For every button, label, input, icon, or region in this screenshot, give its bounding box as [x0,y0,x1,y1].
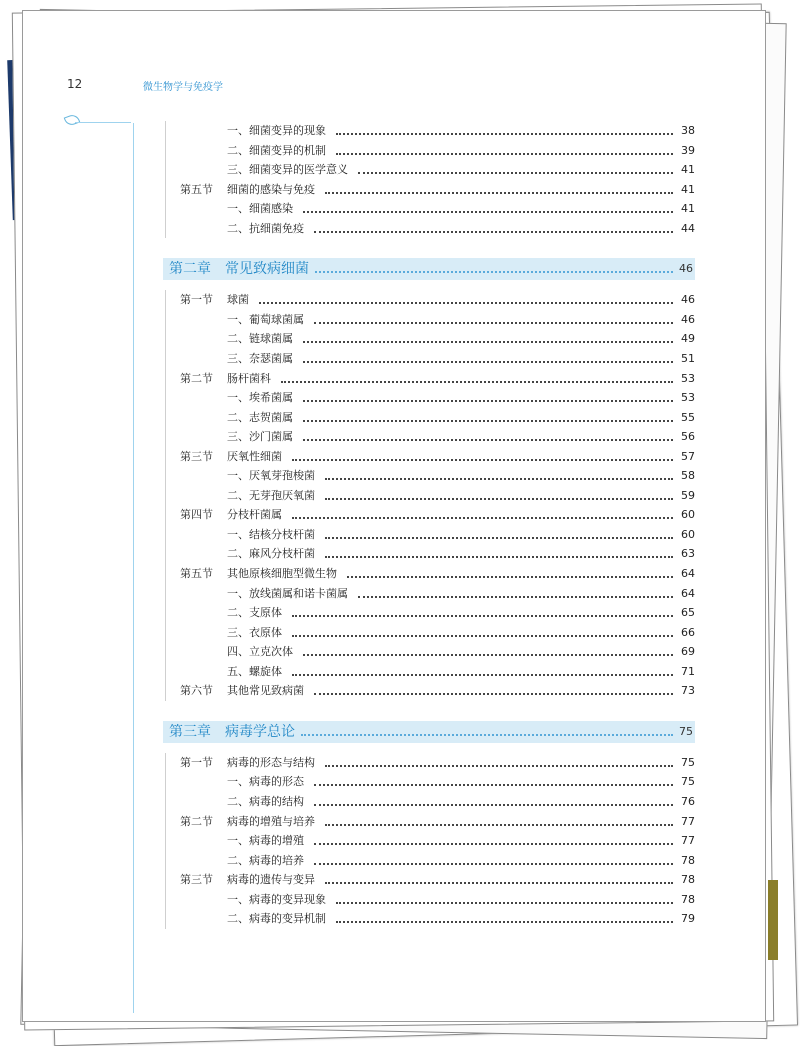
toc-subsection-entry[interactable] [23,910,695,928]
chapter-title: 第三章 病毒学总论 [169,723,295,740]
entry-page-number: 71 [681,664,695,678]
underlying-page-edge-olive [768,880,778,960]
toc-section-entry[interactable] [23,448,695,466]
dot-leader [325,765,673,767]
toc-section-entry[interactable] [23,565,695,583]
toc-section-entry[interactable] [23,370,695,388]
entry-page-number: 65 [681,606,695,620]
dot-leader [303,420,673,422]
entry-page-number: 56 [681,430,695,444]
dot-leader [336,153,673,155]
dot-leader [314,843,673,845]
dot-leader [303,439,673,441]
toc-section-entry[interactable] [23,291,695,309]
entry-title: 一、埃希菌属 [227,391,293,405]
toc-subsection-entry[interactable] [23,891,695,909]
dot-leader [301,734,673,736]
toc-subsection-entry[interactable] [23,350,695,368]
dot-leader [347,576,673,578]
entry-title: 三、衣原体 [227,625,282,639]
dot-leader [292,615,673,617]
section-number: 第三节 [180,873,213,887]
entry-title: 二、支原体 [227,606,282,620]
toc-subsection-entry[interactable] [23,526,695,544]
dot-leader [325,882,673,884]
entry-title: 厌氧性细菌 [227,449,282,463]
entry-title: 一、放线菌属和诺卡菌属 [227,586,348,600]
entry-page-number: 79 [681,912,695,926]
toc-subsection-entry[interactable] [23,389,695,407]
entry-title: 二、链球菌属 [227,332,293,346]
entry-page-number: 78 [681,853,695,867]
toc-section-entry[interactable] [23,506,695,524]
toc-page [22,10,766,1022]
toc-subsection-entry[interactable] [23,852,695,870]
toc-subsection-entry[interactable] [23,773,695,791]
dot-leader [315,271,673,273]
dot-leader [358,172,673,174]
toc-section-entry[interactable] [23,682,695,700]
dot-leader [358,596,673,598]
toc-subsection-entry[interactable] [23,142,695,160]
entry-page-number: 41 [681,163,695,177]
entry-title: 一、厌氧芽孢梭菌 [227,469,315,483]
entry-page-number: 64 [681,567,695,580]
entry-title: 二、志贺菌属 [227,410,293,424]
dot-leader [325,192,673,194]
toc-subsection-entry[interactable] [23,624,695,642]
entry-page-number: 75 [681,775,695,789]
dot-leader [325,824,673,826]
toc-subsection-entry[interactable] [23,545,695,563]
entry-title: 病毒的形态与结构 [227,755,315,769]
entry-title: 二、病毒的培养 [227,853,304,867]
entry-title: 肠杆菌科 [227,371,271,385]
page-number: 12 [67,77,83,91]
entry-title: 三、沙门菌属 [227,430,293,444]
entry-page-number: 53 [681,391,695,405]
dot-leader [325,556,673,558]
section-group-rule [165,753,166,929]
entry-page-number: 41 [681,182,695,196]
dot-leader [336,902,673,904]
entry-page-number: 69 [681,645,695,659]
entry-page-number: 46 [681,293,695,307]
toc-subsection-entry[interactable] [23,409,695,427]
section-group-rule [165,121,166,238]
dot-leader [292,459,673,461]
toc-subsection-entry[interactable] [23,200,695,218]
toc-subsection-entry[interactable] [23,604,695,622]
entry-page-number: 75 [681,755,695,769]
entry-page-number: 44 [681,221,695,235]
dot-leader [292,674,673,676]
entry-page-number: 57 [681,449,695,463]
entry-title: 二、无芽孢厌氧菌 [227,488,315,502]
entry-page-number: 78 [681,892,695,906]
entry-title: 二、麻风分枝杆菌 [227,547,315,561]
section-number: 第二节 [180,371,213,385]
entry-title: 细菌的感染与免疫 [227,182,315,196]
section-number: 第六节 [180,684,213,698]
entry-title: 二、病毒的变异机制 [227,912,326,926]
entry-title: 其他原核细胞型微生物 [227,567,337,580]
entry-title: 球菌 [227,293,249,307]
section-number: 第四节 [180,508,213,522]
entry-page-number: 66 [681,625,695,639]
entry-title: 四、立克次体 [227,645,293,659]
dot-leader [325,498,673,500]
entry-page-number: 53 [681,371,695,385]
entry-title: 三、细菌变异的医学意义 [227,163,348,177]
dot-leader [281,381,673,383]
entry-title: 一、葡萄球菌属 [227,312,304,326]
entry-page-number: 76 [681,794,695,808]
chapter-title: 第二章 常见致病细菌 [169,261,309,278]
toc-subsection-entry[interactable] [23,311,695,329]
entry-page-number: 63 [681,547,695,561]
entry-title: 病毒的增殖与培养 [227,814,315,828]
entry-title: 二、细菌变异的机制 [227,143,326,157]
toc-section-entry[interactable] [23,181,695,199]
toc-section-entry[interactable] [23,754,695,772]
section-group-rule [165,290,166,701]
entry-page-number: 55 [681,410,695,424]
dot-leader [303,341,673,343]
dot-leader [303,361,673,363]
toc-section-entry[interactable] [23,871,695,889]
toc-subsection-entry[interactable] [23,585,695,603]
chapter-heading[interactable] [163,258,695,280]
entry-page-number: 77 [681,814,695,828]
toc-section-entry[interactable] [23,813,695,831]
entry-page-number: 41 [681,202,695,216]
toc-subsection-entry[interactable] [23,663,695,681]
section-number: 第五节 [180,567,213,580]
entry-page-number: 49 [681,332,695,346]
entry-page-number: 77 [681,834,695,848]
section-number: 第五节 [180,182,213,196]
toc-subsection-entry[interactable] [23,467,695,485]
entry-page-number: 60 [681,527,695,541]
toc-subsection-entry[interactable] [23,487,695,505]
dot-leader [292,517,673,519]
entry-page-number: 58 [681,469,695,483]
dot-leader [303,400,673,402]
section-number: 第一节 [180,293,213,307]
dot-leader [314,863,673,865]
toc-subsection-entry[interactable] [23,220,695,238]
entry-page-number: 73 [681,684,695,698]
entry-title: 病毒的遗传与变异 [227,873,315,887]
entry-title: 五、螺旋体 [227,664,282,678]
running-title: 微生物学与免疫学 [143,82,223,93]
entry-page-number: 64 [681,586,695,600]
entry-title: 二、病毒的结构 [227,794,304,808]
toc-subsection-entry[interactable] [23,643,695,661]
chapter-page-number: 75 [679,724,693,738]
entry-page-number: 51 [681,351,695,365]
dot-leader [303,211,673,213]
dot-leader [336,921,673,923]
entry-title: 一、细菌变异的现象 [227,124,326,137]
entry-title: 一、细菌感染 [227,202,293,216]
entry-title: 一、结核分枝杆菌 [227,527,315,541]
entry-title: 分枝杆菌属 [227,508,282,522]
entry-page-number: 78 [681,873,695,887]
toc-subsection-entry[interactable] [23,428,695,446]
toc-subsection-entry[interactable] [23,832,695,850]
entry-page-number: 59 [681,488,695,502]
dot-leader [314,804,673,806]
dot-leader [336,133,673,135]
section-number: 第二节 [180,814,213,828]
dot-leader [314,693,673,695]
entry-title: 一、病毒的增殖 [227,834,304,848]
chapter-heading[interactable] [163,721,695,743]
chapter-page-number: 46 [679,262,693,276]
entry-page-number: 38 [681,124,695,137]
section-number: 第一节 [180,755,213,769]
dot-leader [314,784,673,786]
entry-page-number: 46 [681,312,695,326]
entry-title: 一、病毒的变异现象 [227,892,326,906]
toc-subsection-entry[interactable] [23,793,695,811]
entry-page-number: 60 [681,508,695,522]
entry-title: 其他常见致病菌 [227,684,304,698]
entry-title: 三、奈瑟菌属 [227,351,293,365]
dot-leader [259,302,673,304]
dot-leader [314,231,673,233]
toc-subsection-entry[interactable] [23,330,695,348]
dot-leader [314,322,673,324]
toc-subsection-entry[interactable] [23,161,695,179]
dot-leader [325,478,673,480]
entry-title: 二、抗细菌免疫 [227,221,304,235]
entry-title: 一、病毒的形态 [227,775,304,789]
section-number: 第三节 [180,449,213,463]
toc-subsection-entry[interactable] [23,122,695,140]
dot-leader [325,537,673,539]
dot-leader [303,654,673,656]
dot-leader [292,635,673,637]
entry-page-number: 39 [681,143,695,157]
